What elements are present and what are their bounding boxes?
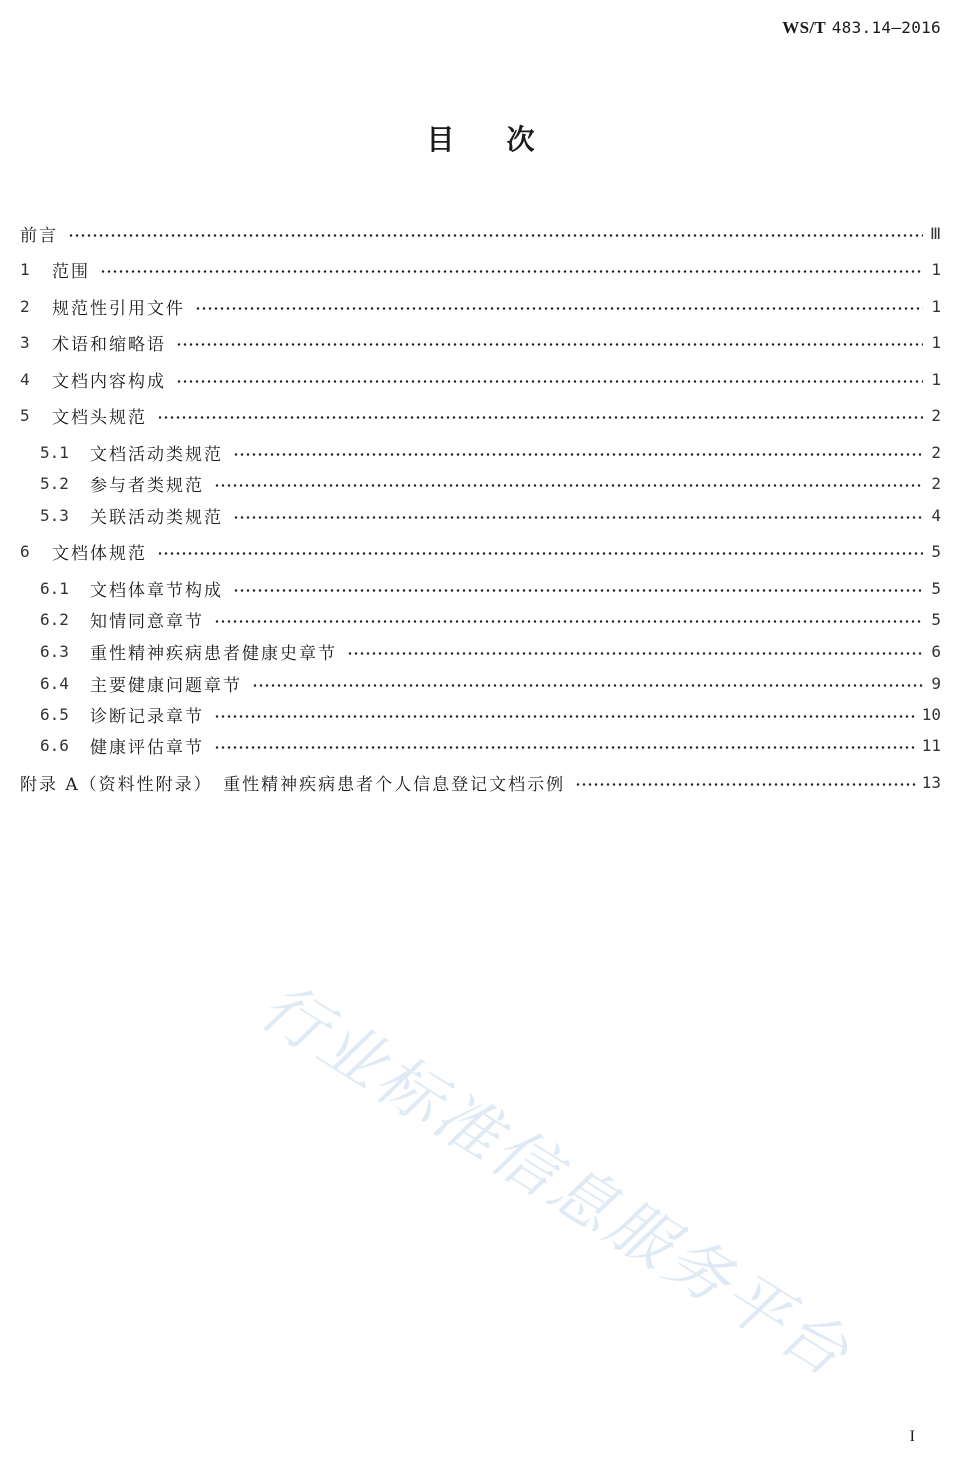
toc-entry-5-2[interactable] — [40, 470, 941, 496]
toc-entry-3[interactable] — [20, 329, 941, 355]
toc-entry-number: 6 — [20, 541, 30, 561]
toc-entry-title: 主要健康问题章节 — [90, 675, 242, 696]
toc-entry-page: 4 — [931, 505, 941, 525]
toc-entry-number: 1 — [20, 259, 30, 279]
toc-entry-number: 6.5 — [40, 704, 69, 724]
toc-entry-page: 10 — [921, 704, 941, 724]
toc-entry-4[interactable] — [20, 366, 941, 392]
toc-dot-leader — [233, 516, 923, 519]
toc-entry-5-1[interactable] — [40, 439, 941, 465]
toc-entry-number: 6.1 — [40, 578, 69, 598]
toc-dot-leader — [176, 343, 923, 346]
toc-entry-appendix-a[interactable] — [20, 769, 941, 795]
toc-entry-number: 6.2 — [40, 609, 69, 629]
toc-entry-6-2[interactable] — [40, 606, 941, 632]
toc-dot-leader — [68, 234, 923, 237]
toc-entry-page: 1 — [931, 332, 941, 352]
toc-entry-number: 5.3 — [40, 505, 69, 525]
toc-entry-5-3[interactable] — [40, 502, 941, 528]
toc-entry-page: 13 — [921, 772, 941, 792]
toc-entry-page: 1 — [931, 369, 941, 389]
toc-entry-6-1[interactable] — [40, 575, 941, 601]
toc-entry-2[interactable] — [20, 293, 941, 319]
toc-entry-title: 健康评估章节 — [90, 737, 204, 758]
toc-dot-leader — [100, 270, 923, 273]
toc-entry-page: 9 — [931, 673, 941, 693]
page-number: I — [909, 1428, 915, 1445]
toc-dot-leader — [176, 380, 923, 383]
page-title-char-2: 次 — [506, 123, 535, 156]
toc-entry-6-3[interactable] — [40, 638, 941, 664]
toc-entry-number: 5 — [20, 405, 30, 425]
toc-entry-title: 规范性引用文件 — [52, 298, 185, 319]
toc-entry-number: 6.4 — [40, 673, 69, 693]
toc-entry-1[interactable] — [20, 256, 941, 282]
toc-entry-number: 6.3 — [40, 641, 69, 661]
toc-entry-number: 4 — [20, 369, 30, 389]
toc-entry-page: 5 — [931, 541, 941, 561]
toc-entry-page: 2 — [931, 442, 941, 462]
toc-entry-title: 文档体规范 — [52, 543, 147, 564]
toc-entry-title: 文档内容构成 — [52, 371, 166, 392]
toc-dot-leader — [233, 589, 923, 592]
toc-entry-page: 2 — [931, 405, 941, 425]
toc-entry-6-6[interactable] — [40, 732, 941, 758]
toc-entry-page: 5 — [931, 609, 941, 629]
toc-entry-title: 附录 A（资料性附录） 重性精神疾病患者个人信息登记文档示例 — [20, 774, 566, 795]
toc-dot-leader — [233, 453, 923, 456]
toc-dot-leader — [214, 715, 916, 718]
toc-entry-title: 文档体章节构成 — [90, 580, 223, 601]
toc-entry-number: 6.6 — [40, 735, 69, 755]
toc-entry-title: 参与者类规范 — [90, 475, 204, 496]
toc-entry-title: 范围 — [52, 261, 90, 282]
toc-dot-leader — [575, 783, 916, 786]
toc-entry-title: 前言 — [20, 225, 58, 246]
toc-entry-title: 术语和缩略语 — [52, 334, 166, 355]
toc-entry-page: 1 — [931, 259, 941, 279]
toc-entry-6-4[interactable] — [40, 670, 941, 696]
toc-entry-title: 诊断记录章节 — [90, 706, 204, 727]
toc-entry-page: 11 — [921, 735, 941, 755]
toc-entry-5[interactable] — [20, 402, 941, 428]
toc-entry-title: 重性精神疾病患者健康史章节 — [90, 643, 337, 664]
toc-entry-title: 文档活动类规范 — [90, 444, 223, 465]
toc-dot-leader — [214, 484, 923, 487]
toc-entry-title: 知情同意章节 — [90, 611, 204, 632]
toc-dot-leader — [252, 684, 923, 687]
toc-dot-leader — [157, 552, 923, 555]
toc-entry-6-5[interactable] — [40, 701, 941, 727]
toc-entry-page: 5 — [931, 578, 941, 598]
page-title — [0, 118, 961, 158]
toc-entry-6[interactable] — [20, 538, 941, 564]
toc-entry-title: 关联活动类规范 — [90, 507, 223, 528]
toc-entry-number: 5.2 — [40, 473, 69, 493]
toc-entry-page: 1 — [931, 296, 941, 316]
toc-dot-leader — [195, 307, 923, 310]
toc-dot-leader — [214, 620, 923, 623]
toc-entry-foreword[interactable] — [20, 220, 941, 246]
toc-entry-title: 文档头规范 — [52, 407, 147, 428]
standard-prefix: WS/T — [782, 18, 827, 37]
toc-entry-number: 3 — [20, 332, 30, 352]
toc-entry-number: 2 — [20, 296, 30, 316]
toc-dot-leader — [157, 416, 923, 419]
standard-code — [782, 18, 941, 38]
toc-entry-page: 6 — [931, 641, 941, 661]
toc-entry-number: 5.1 — [40, 442, 69, 462]
toc-entry-page: 2 — [931, 473, 941, 493]
toc-dot-leader — [214, 746, 916, 749]
page-title-char-1: 目 — [426, 123, 455, 156]
standard-number: 483.14—2016 — [831, 18, 941, 37]
watermark: 行业标准信息服务平台 — [247, 969, 864, 1393]
toc-dot-leader — [347, 652, 923, 655]
toc-entry-page: Ⅲ — [929, 223, 941, 243]
